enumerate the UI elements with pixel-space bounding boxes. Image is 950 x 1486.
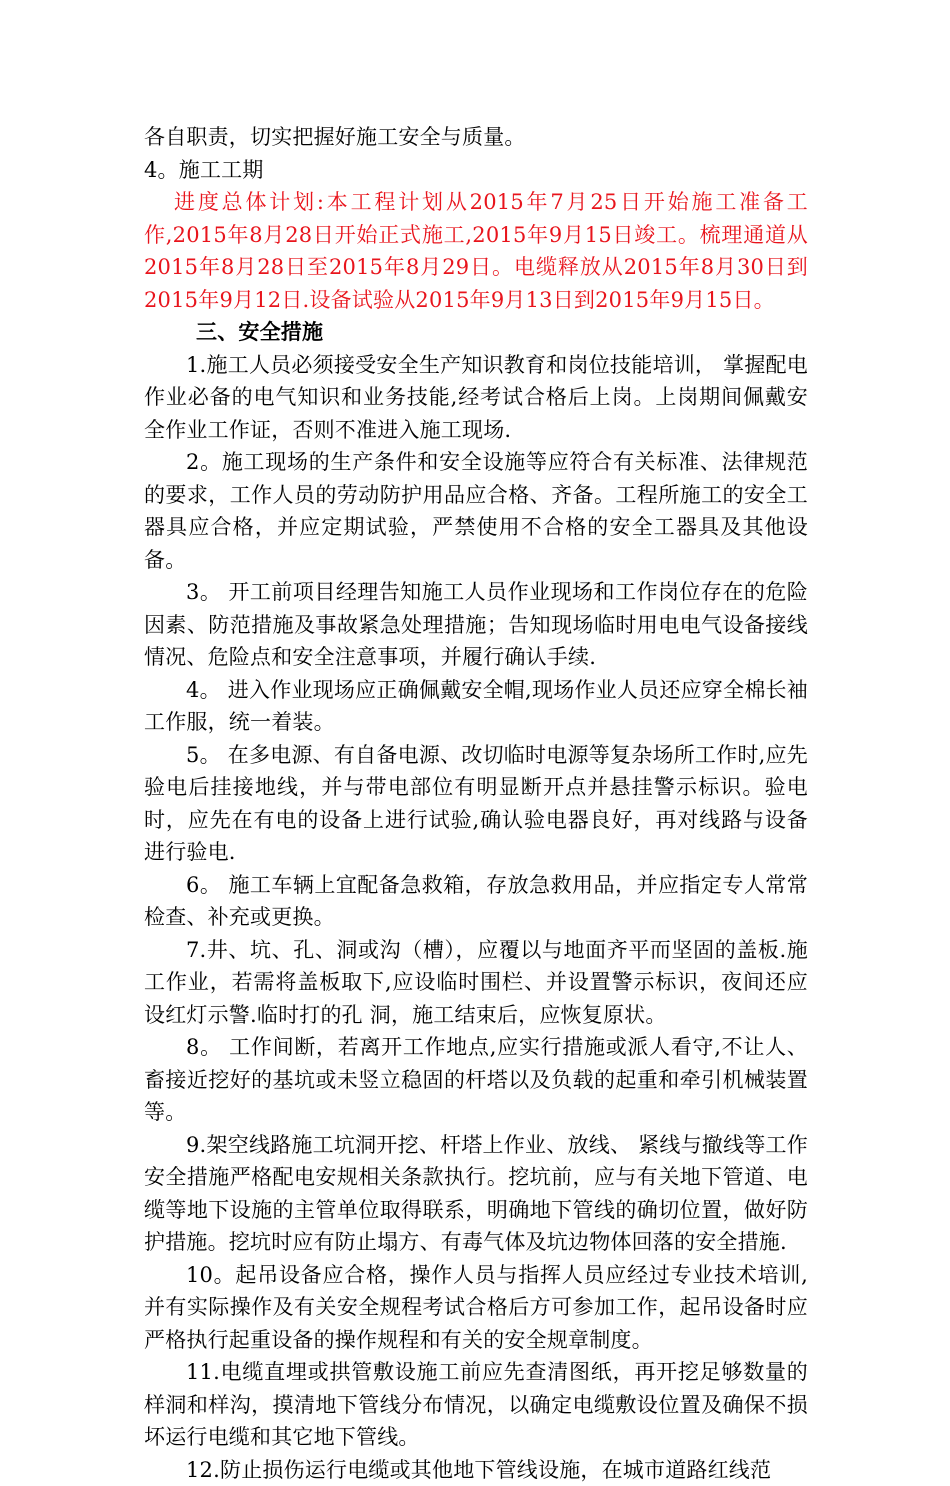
section-heading-safety: 三、安全措施 [144,316,808,349]
safety-item-8: 8。 工作间断，若离开工作地点,应实行措施或派人看守,不让人、畜接近挖好的基坑或未竖立稳固的杆塔以及负载的起重和牵引机械装置等。 [144,1031,808,1129]
safety-item-11: 11.电缆直埋或拱管敷设施工前应先查清图纸，再开挖足够数量的样洞和样沟，摸清地下管线分布情况，以确定电缆敷设位置及确保不损坏运行电缆和其它地下管线。 [144,1356,808,1454]
safety-item-10: 10。起吊设备应合格，操作人员与指挥人员应经过专业技术培训,并有实际操作及有关安全规程考试合格后方可参加工作，起吊设备时应严格执行起重设备的操作规程和有关的安全规章制度。 [144,1259,808,1357]
safety-item-9: 9.架空线路施工坑洞开挖、杆塔上作业、放线、 紧线与撤线等工作安全措施严格配电安规相关条款执行。挖坑前，应与有关地下管道、电缆等地下设施的主管单位取得联系，明确地下管线的确切位置，做好防护措施。挖坑时应有防止塌方、有毒气体及坑边物体回落的安全措施. [144,1129,808,1259]
safety-item-5: 5。 在多电源、有自备电源、改切临时电源等复杂场所工作时,应先验电后挂接地线，并与带电部位有明显断开点并悬挂警示标识。验电时，应先在有电的设备上进行试验,确认验电器良好，再对线路与设备进行验电. [144,739,808,869]
safety-item-6: 6。 施工车辆上宜配备急救箱，存放急救用品，并应指定专人常常检查、补充或更换。 [144,869,808,934]
safety-item-7: 7.井、坑、孔、洞或沟（槽），应覆以与地面齐平而坚固的盖板.施工作业，若需将盖板取下,应设临时围栏、并设置警示标识，夜间还应设红灯示警.临时打的孔 洞，施工结束后，应恢复原状。 [144,934,808,1032]
safety-item-12: 12.防止损伤运行电缆或其他地下管线设施，在城市道路红线范 [144,1454,808,1486]
paragraph-continuation: 各自职责，切实把握好施工安全与质量。 [144,121,808,154]
safety-item-1: 1.施工人员必须接受安全生产知识教育和岗位技能培训， 掌握配电作业必备的电气知识和业务技能,经考试合格后上岗。上岗期间佩戴安全作业工作证，否则不准进入施工现场. [144,349,808,447]
safety-item-2: 2。施工现场的生产条件和安全设施等应符合有关标准、法律规范的要求，工作人员的劳动防护用品应合格、齐备。工程所施工的安全工器具应合格，并应定期试验，严禁使用不合格的安全工器具及其他设备。 [144,446,808,576]
section-title-schedule: 4。施工工期 [144,154,808,187]
document-body [144,121,808,1486]
safety-item-3: 3。 开工前项目经理告知施工人员作业现场和工作岗位存在的危险因素、防范措施及事故紧急处理措施；告知现场临时用电电气设备接线情况、危险点和安全注意事项，并履行确认手续. [144,576,808,674]
schedule-plan-paragraph: 进度总体计划:本工程计划从2015年7月25日开始施工准备工作,2015年8月28日开始正式施工,2015年9月15日竣工。梳理通道从2015年8月28日至2015年8月29日。电缆释放从2015年8月30日到2015年9月12日.设备试验从2015年9月13日到2015年9月15日。 [144,186,808,316]
safety-item-4: 4。 进入作业现场应正确佩戴安全帽,现场作业人员还应穿全棉长袖工作服，统一着装。 [144,674,808,739]
